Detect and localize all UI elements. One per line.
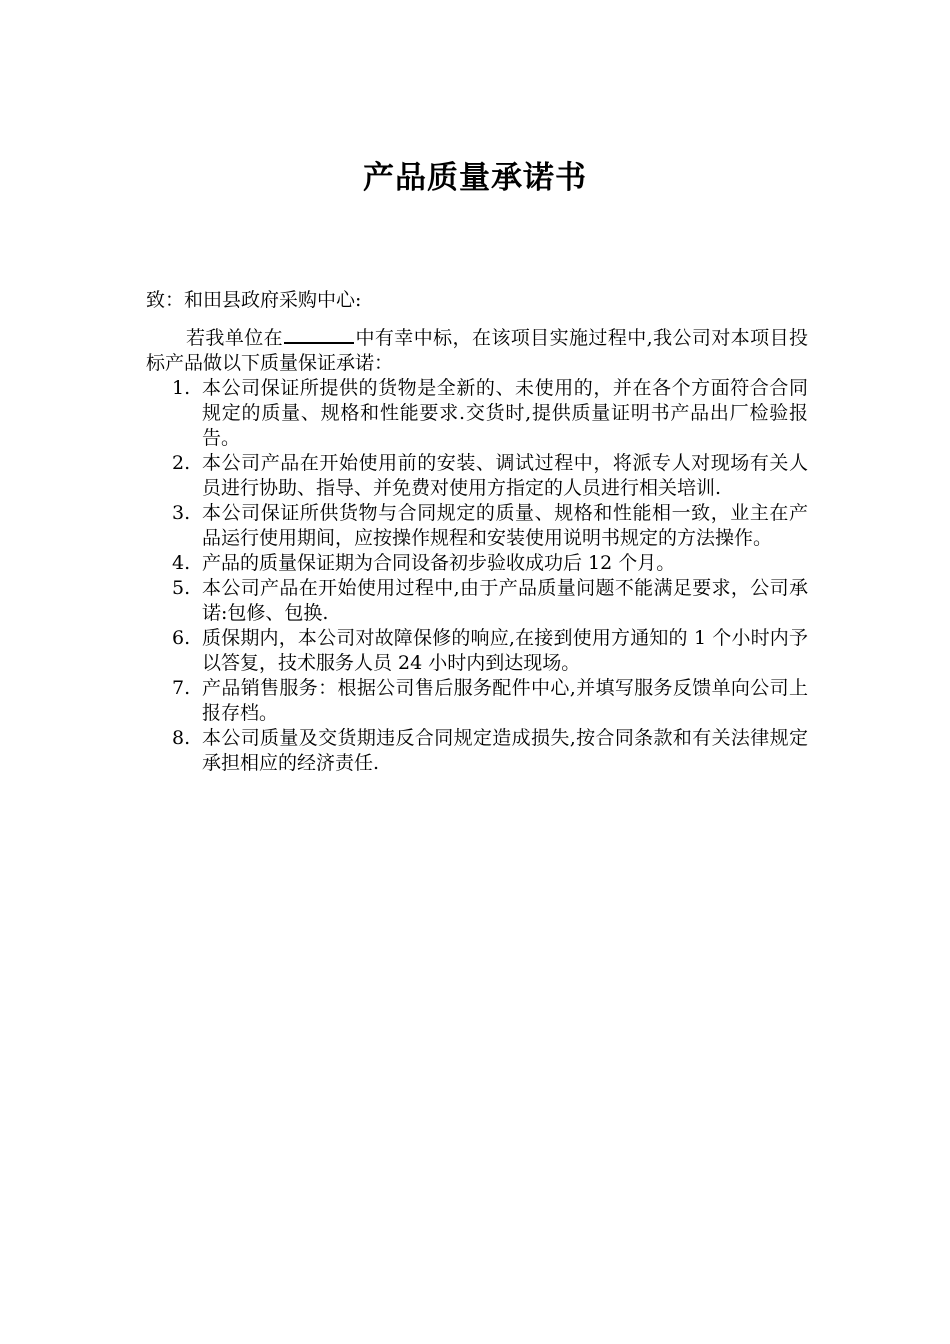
- list-item-text: 本公司产品在开始使用前的安装、调试过程中，将派专人对现场有关人员进行协助、指导、并免费对使用方指定的人员进行相关培训.: [202, 452, 808, 499]
- list-item: [146, 576, 808, 626]
- list-item-text: 质保期内，本公司对故障保修的响应,在接到使用方通知的 1 个小时内予以答复，技术服务人员 24 小时内到达现场。: [202, 627, 808, 674]
- list-item-number: 2.: [172, 452, 191, 474]
- list-item-number: 3.: [172, 502, 191, 524]
- list-item-text: 本公司保证所供货物与合同规定的质量、规格和性能相一致，业主在产品运行使用期间，应按操作规程和安装使用说明书规定的方法操作。: [202, 502, 808, 549]
- list-item: [146, 501, 808, 551]
- list-item: [146, 376, 808, 451]
- list-item: [146, 676, 808, 726]
- list-item-number: 6.: [172, 627, 191, 649]
- list-item-text: 本公司产品在开始使用过程中,由于产品质量问题不能满足要求，公司承诺:包修、包换.: [202, 577, 808, 624]
- list-item-number: 8.: [172, 727, 191, 749]
- document-body: [146, 288, 808, 776]
- intro-before-blank: 若我单位在: [186, 327, 284, 349]
- list-item: [146, 451, 808, 501]
- intro-paragraph: [146, 324, 808, 376]
- commitment-list: [146, 376, 808, 776]
- list-item: [146, 726, 808, 776]
- list-item-text: 产品的质量保证期为合同设备初步验收成功后 12 个月。: [202, 552, 676, 574]
- list-item: [146, 551, 808, 576]
- list-item-text: 本公司保证所提供的货物是全新的、未使用的，并在各个方面符合合同规定的质量、规格和性能要求.交货时,提供质量证明书产品出厂检验报告。: [202, 377, 808, 449]
- list-item-number: 7.: [172, 677, 191, 699]
- list-item: [146, 626, 808, 676]
- list-item-number: 4.: [172, 552, 191, 574]
- intro-after-blank: 中有幸中标，在该项目实施过程中,我公司对本项目投标产品做以下质量保证承诺：: [146, 327, 808, 374]
- list-item-number: 1.: [172, 377, 191, 399]
- list-item-text: 本公司质量及交货期违反合同规定造成损失,按合同条款和有关法律规定承担相应的经济责任.: [202, 727, 808, 774]
- list-item-text: 产品销售服务：根据公司售后服务配件中心,并填写服务反馈单向公司上报存档。: [202, 677, 808, 724]
- list-item-number: 5.: [172, 577, 191, 599]
- salutation: 致：和田县政府采购中心:: [146, 289, 362, 311]
- project-name-blank: [284, 324, 354, 344]
- document-title: 产品质量承诺书: [363, 160, 587, 196]
